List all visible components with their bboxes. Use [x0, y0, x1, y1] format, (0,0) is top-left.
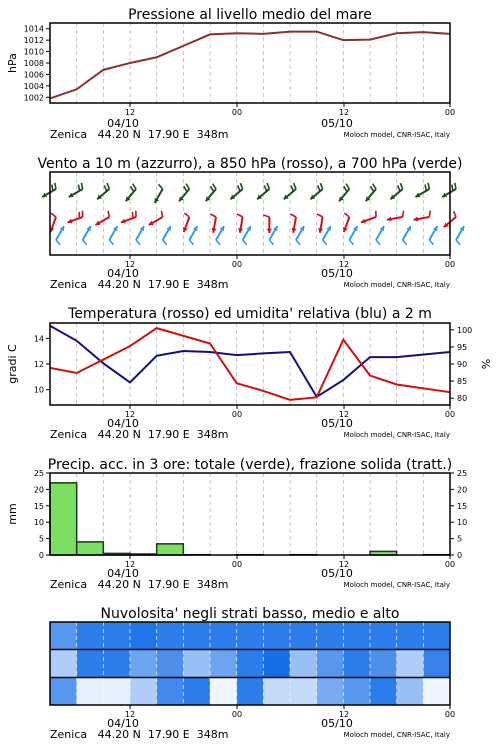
temperature-date-1: 04/10: [107, 417, 139, 430]
wind-date-2: 05/10: [321, 267, 353, 280]
barb-feather: [108, 211, 109, 217]
cloud-cell: [423, 650, 450, 678]
y-tick-label: 20: [33, 485, 44, 495]
wind-barb: [179, 184, 189, 202]
wind-barb: [136, 226, 144, 245]
wind-barb: [210, 214, 216, 233]
barb-feather: [136, 240, 140, 245]
wind-barb: [183, 213, 189, 232]
barb-feather: [161, 211, 162, 217]
wind-barb: [155, 184, 163, 203]
barb-feather: [403, 240, 407, 245]
cloud-cell: [397, 622, 424, 650]
y-tick-label: 10: [457, 518, 468, 528]
pressure-line: [50, 32, 450, 99]
wind-barb: [339, 184, 349, 202]
barb-feather: [210, 186, 213, 191]
clouds-xticks: [125, 705, 455, 719]
clouds-location: Zenica 44.20 N 17.90 E 348m: [50, 728, 229, 741]
barb-feather: [104, 185, 106, 191]
barb-feather: [320, 183, 322, 189]
y-tick-label: 10: [33, 385, 44, 395]
temperature-panel: [6, 306, 493, 441]
cloud-cell: [397, 677, 424, 705]
barb-feather: [237, 214, 243, 217]
wind-barb: [163, 226, 171, 245]
x-tick-label: 12: [338, 108, 350, 117]
y-tick-label: 1008: [23, 59, 44, 68]
barb-feather: [264, 185, 266, 191]
barb-head: [267, 229, 272, 233]
barb-feather: [425, 185, 426, 191]
pressure-xticks: [125, 103, 455, 117]
wind-barb: [376, 226, 384, 245]
barb-feather: [133, 184, 136, 189]
temperature-title: Temperatura (rosso) ed umidita' relativa (blu) a 2 m: [68, 306, 432, 322]
cloud-cell: [290, 650, 317, 678]
cloud-cell: [370, 622, 397, 650]
barb-feather: [429, 211, 430, 217]
cloud-cell: [237, 677, 264, 705]
x-tick-label: 00: [231, 410, 243, 419]
temperature-frame: [50, 323, 450, 405]
cloud-cell: [157, 622, 184, 650]
temperature-grid: [77, 323, 424, 405]
temperature-credit: Moloch model, CNR-ISAC, Italy: [343, 431, 450, 439]
wind-barb: [216, 226, 224, 245]
cloud-cell: [370, 650, 397, 678]
x-tick-label: 12: [338, 560, 350, 569]
wind-panel: [37, 156, 464, 291]
barb-feather: [184, 213, 189, 217]
cloud-cell: [77, 622, 104, 650]
x-tick-label: 12: [124, 108, 136, 117]
y-tick-label: 1002: [23, 93, 44, 103]
cloud-cell: [423, 622, 450, 650]
clouds-title: Nuvolosita' negli strati basso, medio e alto: [100, 606, 400, 622]
barb-feather: [107, 183, 109, 189]
humidity-ylabel: %: [480, 358, 493, 370]
y-tick-label: 15: [33, 501, 44, 511]
y-tick-label: 20: [457, 485, 468, 495]
precip-panel: [6, 457, 467, 591]
x-tick-label: 00: [444, 710, 456, 719]
barb-feather: [428, 183, 429, 189]
wind-barb: [456, 226, 464, 245]
barb-feather: [263, 215, 269, 217]
cloud-cell: [290, 677, 317, 705]
barb-feather: [349, 240, 353, 245]
cloud-cell: [237, 622, 264, 650]
precip-xticks: [125, 555, 455, 569]
cloud-cell: [263, 622, 290, 650]
wind-barb: [189, 226, 197, 245]
barb-feather: [291, 185, 293, 191]
wind-barb: [429, 226, 437, 245]
cloud-cell: [77, 650, 104, 678]
wind-barb: [126, 184, 136, 202]
precip-frame: [50, 473, 450, 555]
y-tick-label: 1004: [23, 81, 44, 91]
wind-date-1: 04/10: [107, 267, 139, 280]
precip-yticks-right: [450, 469, 467, 560]
wind-barb: [317, 214, 323, 233]
x-tick-label: 00: [231, 710, 243, 719]
x-tick-label: 00: [231, 260, 243, 269]
x-tick-label: 12: [124, 410, 136, 419]
barb-feather: [323, 240, 327, 245]
x-tick-label: 12: [338, 410, 350, 419]
wind-barb: [290, 214, 296, 233]
cloud-cell: [343, 677, 370, 705]
cloud-cell: [50, 677, 77, 705]
wind-barb: [323, 226, 331, 245]
wind-barb: [56, 226, 64, 245]
barb-feather: [296, 240, 300, 245]
temperature-ylabel: gradi C: [6, 344, 19, 384]
cloud-cell: [237, 650, 264, 678]
y-tick-label: 90: [457, 360, 468, 369]
temperature-date-2: 05/10: [321, 417, 353, 430]
y-tick-label: 0: [457, 551, 463, 560]
clouds-panel: [50, 606, 455, 741]
precip-bar: [157, 544, 184, 555]
cloud-cell: [397, 650, 424, 678]
precip-location: Zenica 44.20 N 17.90 E 348m: [50, 578, 229, 591]
x-tick-label: 00: [444, 410, 456, 419]
barb-feather: [83, 240, 87, 245]
wind-title: Vento a 10 m (azzurro), a 850 hPa (rosso), a 700 hPa (verde): [37, 156, 463, 172]
wind-frame: [50, 172, 450, 255]
x-tick-label: 12: [124, 710, 136, 719]
barb-feather: [452, 185, 453, 191]
x-tick-label: 12: [338, 260, 350, 269]
precip-title: Precip. acc. in 3 ore: totale (verde), frazione solida (tratt.): [47, 457, 453, 473]
cloud-cell: [210, 622, 237, 650]
barb-feather: [158, 184, 162, 189]
wind-barb: [68, 211, 83, 224]
barb-feather: [294, 183, 296, 189]
y-tick-label: 25: [33, 469, 44, 478]
cloud-cell: [130, 650, 157, 678]
barb-feather: [51, 213, 56, 217]
barb-feather: [269, 240, 273, 245]
wind-barb: [415, 183, 429, 197]
barb-feather: [81, 183, 82, 189]
barb-feather: [55, 183, 56, 189]
precip-grid: [77, 473, 424, 555]
barb-feather: [56, 240, 60, 245]
pressure-panel: [6, 7, 455, 141]
barb-feather: [455, 183, 456, 189]
y-tick-label: 10: [33, 518, 44, 528]
x-tick-label: 00: [444, 560, 456, 569]
y-tick-label: 80: [457, 394, 468, 404]
wind-barb: [361, 211, 376, 224]
barb-feather: [317, 214, 323, 217]
y-tick-label: 1014: [23, 24, 44, 34]
cloud-cell: [50, 650, 77, 678]
barb-feather: [240, 183, 242, 189]
pressure-credit: Moloch model, CNR-ISAC, Italy: [343, 131, 450, 139]
pressure-yticks: [24, 25, 50, 103]
barb-feather: [429, 240, 433, 245]
cloud-cell: [317, 622, 344, 650]
barb-feather: [346, 184, 349, 189]
barb-feather: [78, 185, 79, 191]
cloud-cell: [157, 677, 184, 705]
cloud-cell: [157, 650, 184, 678]
barb-feather: [130, 186, 133, 191]
precip-bar: [77, 542, 104, 555]
clouds-date-1: 04/10: [107, 717, 139, 730]
barb-feather: [109, 240, 113, 245]
x-tick-label: 12: [124, 260, 136, 269]
cloud-cell: [103, 677, 130, 705]
wind-barb: [263, 215, 272, 233]
precip-credit: Moloch model, CNR-ISAC, Italy: [343, 581, 450, 589]
temperature-location: Zenica 44.20 N 17.90 E 348m: [50, 428, 229, 441]
wind-barb: [42, 183, 56, 197]
barb-feather: [376, 240, 380, 245]
y-tick-label: 5: [457, 534, 463, 544]
cloud-cell: [423, 677, 450, 705]
barb-feather: [243, 240, 247, 245]
cloud-cell: [183, 677, 210, 705]
cloud-cell: [130, 622, 157, 650]
barb-feather: [290, 214, 296, 217]
barb-feather: [216, 240, 220, 245]
barb-feather: [344, 186, 347, 191]
barb-feather: [370, 186, 373, 191]
x-tick-label: 00: [444, 108, 456, 117]
wind-credit: Moloch model, CNR-ISAC, Italy: [343, 281, 450, 289]
barb-feather: [52, 185, 53, 191]
wind-barb: [243, 226, 251, 245]
barb-feather: [238, 185, 240, 191]
y-tick-label: 12: [33, 360, 44, 369]
wind-barb: [414, 211, 431, 222]
x-tick-label: 12: [338, 710, 350, 719]
wind-barb: [343, 213, 349, 232]
temperature-line: [50, 328, 450, 400]
y-tick-label: 25: [457, 469, 468, 478]
y-tick-label: 1012: [23, 36, 44, 46]
barb-feather: [454, 211, 456, 217]
cloud-cell: [77, 677, 104, 705]
y-tick-label: 0: [38, 551, 44, 560]
pressure-date-1: 04/10: [107, 117, 139, 130]
wind-barb: [83, 226, 91, 245]
cloud-cell: [263, 677, 290, 705]
barb-feather: [344, 213, 349, 217]
wind-barb: [387, 211, 404, 222]
wind-barb: [366, 184, 376, 202]
y-tick-label: 14: [33, 334, 44, 344]
pressure-title: Pressione al livello medio del mare: [128, 7, 372, 23]
y-tick-label: 1010: [23, 47, 44, 57]
wind-location: Zenica 44.20 N 17.90 E 348m: [50, 278, 229, 291]
pressure-location: Zenica 44.20 N 17.90 E 348m: [50, 128, 229, 141]
x-tick-label: 00: [444, 260, 456, 269]
wind-barb: [237, 214, 243, 233]
barb-feather: [318, 185, 320, 191]
cloud-cell: [317, 677, 344, 705]
barb-feather: [186, 184, 189, 189]
barb-feather: [213, 184, 216, 189]
y-tick-label: 85: [457, 377, 468, 387]
x-tick-label: 00: [231, 108, 243, 117]
y-tick-label: 100: [457, 325, 473, 335]
y-tick-label: 5: [38, 534, 44, 544]
precip-date-2: 05/10: [321, 567, 353, 580]
precip-bars: [50, 483, 450, 555]
cloud-cell: [290, 622, 317, 650]
precip-ylabel: mm: [6, 503, 19, 525]
cloud-cell: [130, 677, 157, 705]
cloud-cell: [263, 650, 290, 678]
wind-barb: [296, 226, 304, 245]
wind-barb: [206, 184, 216, 202]
wind-barb: [403, 226, 411, 245]
y-tick-label: 15: [457, 501, 468, 511]
barb-feather: [267, 183, 269, 189]
wind-barbs: [42, 183, 464, 245]
y-tick-label: 1006: [23, 70, 44, 80]
wind-barb: [109, 226, 117, 245]
cloud-cell: [317, 650, 344, 678]
temperature-yticks: [34, 334, 50, 394]
cloud-cell: [183, 622, 210, 650]
clouds-date-2: 05/10: [321, 717, 353, 730]
clouds-credit: Moloch model, CNR-ISAC, Italy: [343, 731, 450, 739]
cloud-cell: [370, 677, 397, 705]
barb-feather: [184, 186, 187, 191]
wind-barb: [349, 226, 357, 245]
cloud-cell: [210, 677, 237, 705]
x-tick-label: 00: [231, 560, 243, 569]
pressure-date-2: 05/10: [321, 117, 353, 130]
x-tick-label: 12: [124, 560, 136, 569]
temperature-xticks: [125, 405, 455, 419]
clouds-cells: [50, 622, 451, 705]
wind-xticks: [125, 255, 455, 269]
wind-barb: [69, 183, 83, 197]
wind-barb: [95, 211, 109, 225]
precip-date-1: 04/10: [107, 567, 139, 580]
barb-feather: [373, 184, 376, 189]
barb-feather: [400, 183, 402, 189]
cloud-cell: [183, 650, 210, 678]
wind-grid: [77, 172, 424, 255]
barb-feather: [163, 240, 167, 245]
cloud-cell: [343, 650, 370, 678]
barb-feather: [456, 240, 460, 245]
humidity-yticks: [450, 326, 472, 403]
precip-bar: [50, 483, 77, 555]
barb-feather: [210, 214, 216, 217]
y-tick-label: 95: [457, 342, 468, 352]
cloud-cell: [103, 622, 130, 650]
barb-feather: [189, 240, 193, 245]
pressure-ylabel: hPa: [6, 53, 19, 73]
cloud-cell: [103, 650, 130, 678]
wind-barb: [121, 211, 136, 224]
barb-feather: [403, 211, 404, 217]
wind-barb: [149, 211, 163, 225]
cloud-cell: [210, 650, 237, 678]
barb-feather: [398, 185, 400, 191]
precip-yticks-left: [34, 469, 50, 560]
wind-barb: [442, 183, 456, 197]
cloud-cell: [343, 622, 370, 650]
cloud-cell: [50, 622, 77, 650]
